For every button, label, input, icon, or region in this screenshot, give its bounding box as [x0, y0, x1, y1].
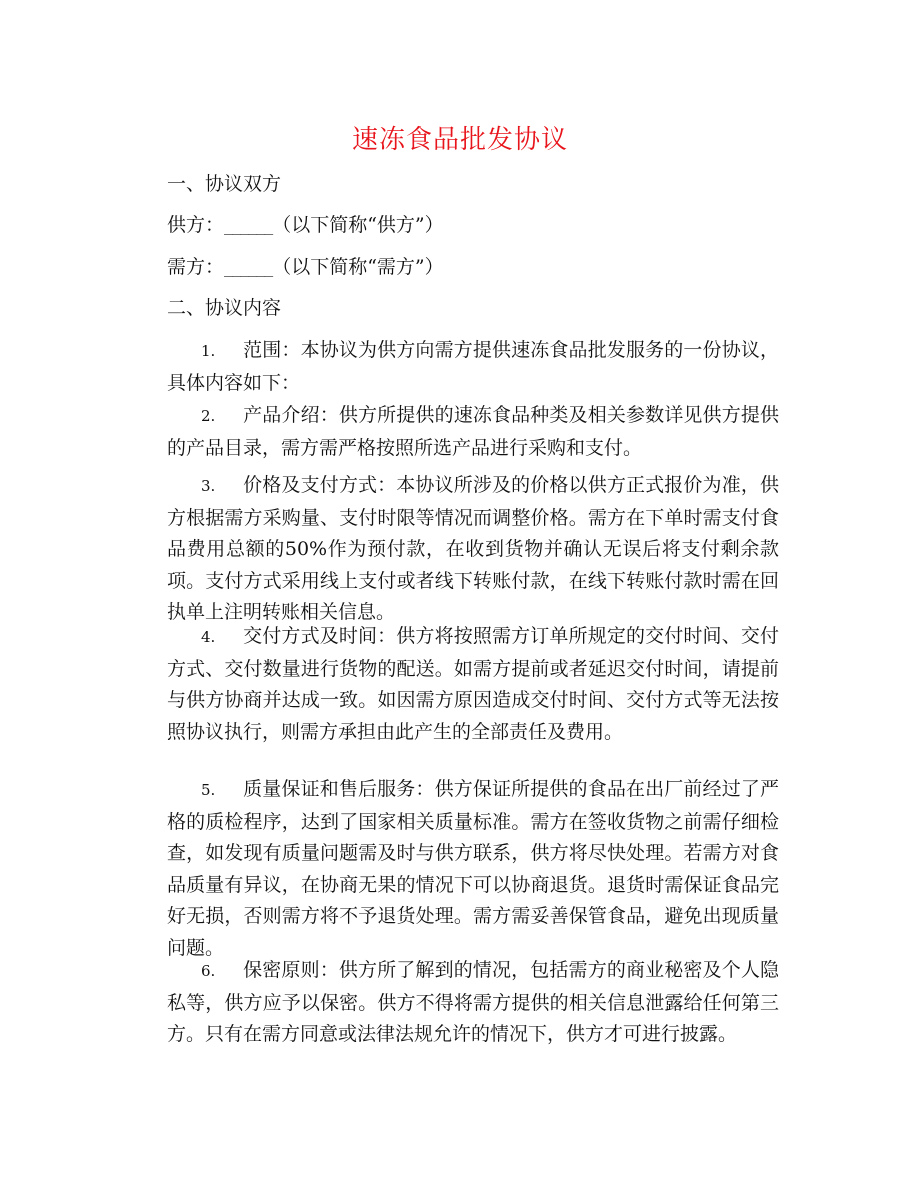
clause-3 — [167, 470, 779, 629]
buyer-name-blank: ______ — [224, 259, 273, 277]
clause-number: 2. — [201, 407, 216, 425]
supplier-name-blank: ______ — [224, 217, 273, 235]
clause-2 — [167, 400, 779, 464]
clause-number: 5. — [201, 781, 216, 799]
buyer-line — [167, 253, 444, 282]
document-title: 速冻食品批发协议 — [351, 125, 568, 155]
clause-5 — [167, 774, 779, 964]
supplier-note: （以下简称“供方”） — [272, 214, 444, 236]
buyer-note: （以下简称“需方”） — [272, 256, 444, 278]
clause-text: 质量保证和售后服务：供方保证所提供的食品在出厂前经过了严格的质检程序，达到了国家相关质量标准。需方在签收货物之前需仔细检查，如发现有质量问题需及时与供方联系，供方将尽快处理。若需方对食品质量有异议，在协商无果的情况下可以协商退货。退货时需保证食品完好无损，否则需方将不予退货处理。需方需妥善保管食品，避免出现质量问题。 — [167, 778, 779, 959]
clause-text: 价格及支付方式：本协议所涉及的价格以供方正式报价为准，供方根据需方采购量、支付时限等情况而调整价格。需方在下单时需支付食品费用总额的50%作为预付款，在收到货物并确认无误后将支付剩余款项。支付方式采用线上支付或者线下转账付款，在线下转账付款时需在回执单上注明转账相关信息。 — [167, 474, 779, 623]
clause-6 — [167, 955, 779, 1051]
clause-text: 交付方式及时间：供方将按照需方订单所规定的交付时间、交付方式、交付数量进行货物的配送。如需方提前或者延迟交付时间，请提前与供方协商并达成一致。如因需方原因造成交付时间、交付方式等无法按照协议执行，则需方承担由此产生的全部责任及费用。 — [167, 625, 779, 743]
supplier-line — [167, 211, 444, 240]
buyer-label: 需方： — [167, 256, 225, 278]
clause-1 — [167, 335, 779, 399]
section-heading-parties: 一、协议双方 — [167, 173, 282, 195]
clause-number: 4. — [201, 628, 216, 646]
clause-4 — [167, 621, 779, 748]
clause-number: 1. — [201, 342, 216, 360]
section-heading-content: 二、协议内容 — [167, 297, 282, 319]
clause-text: 保密原则：供方所了解到的情况，包括需方的商业秘密及个人隐私等，供方应予以保密。供方不得将需方提供的相关信息泄露给任何第三方。只有在需方同意或法律法规允许的情况下，供方才可进行披露。 — [167, 959, 779, 1045]
clause-text: 范围：本协议为供方向需方提供速冻食品批发服务的一份协议，具体内容如下： — [167, 339, 779, 394]
clause-number: 6. — [201, 962, 216, 980]
clause-number: 3. — [201, 477, 216, 495]
supplier-label: 供方： — [167, 214, 225, 236]
clause-text: 产品介绍：供方所提供的速冻食品种类及相关参数详见供方提供的产品目录，需方需严格按照所选产品进行采购和支付。 — [167, 404, 779, 459]
